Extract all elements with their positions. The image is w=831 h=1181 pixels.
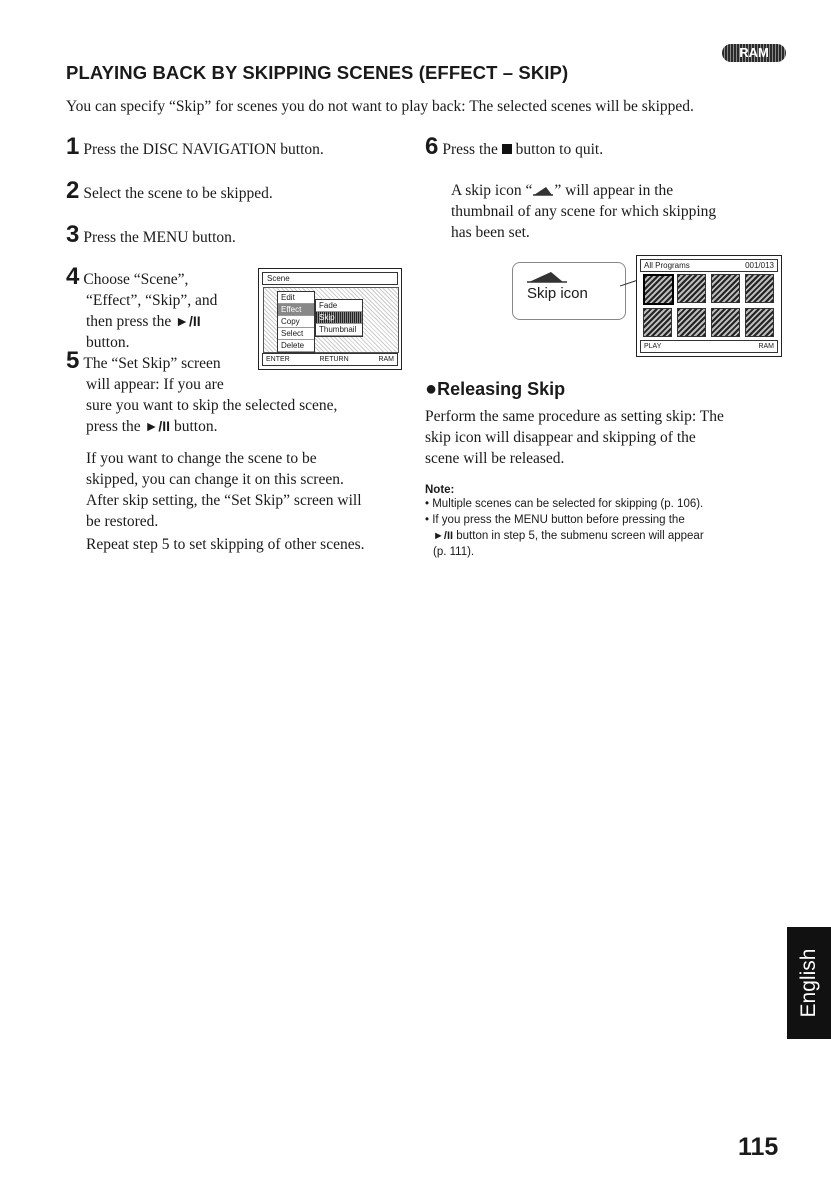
para-line: be restored. <box>86 513 159 530</box>
ram-indicator: RAM <box>378 356 394 363</box>
para-line: After skip setting, the “Set Skip” screen will <box>86 492 362 509</box>
note-item: (p. 111). <box>433 546 475 558</box>
step-number: 2 <box>66 177 80 204</box>
step-text: Select the scene to be skipped. <box>83 185 273 202</box>
step-number: 5 <box>66 347 80 374</box>
menu-item-delete[interactable]: Delete <box>278 340 314 352</box>
para-text: A skip icon “ <box>451 182 533 199</box>
menu-screen-title: Scene <box>262 272 398 285</box>
step-text-line: button. <box>86 334 130 351</box>
return-hint: RETURN <box>319 356 349 363</box>
thumb-screen-footer <box>640 340 778 353</box>
menu-item-copy[interactable]: Copy <box>278 316 314 328</box>
step-3 <box>66 221 236 248</box>
note-item: • Multiple scenes can be selected for skipping (p. 106). <box>425 498 704 510</box>
step-number: 3 <box>66 221 80 248</box>
step-text: Press the DISC NAVIGATION button. <box>83 141 324 158</box>
step-text-line: “Effect”, “Skip”, and <box>86 292 218 309</box>
menu-screen-footer <box>262 353 398 366</box>
releasing-skip-text <box>425 406 795 469</box>
thumbnail[interactable] <box>677 274 706 303</box>
step-text-line: press the <box>86 418 141 435</box>
scene-menu-screen <box>258 268 402 370</box>
para-line: Repeat step 5 to set skipping of other scenes. <box>86 536 365 553</box>
skip-icon <box>527 271 567 283</box>
heading-text: Releasing Skip <box>437 379 566 399</box>
play-pause-symbol: ►/II <box>175 313 201 329</box>
play-pause-symbol: ►/II <box>433 530 454 542</box>
page-number: 115 <box>738 1133 779 1161</box>
step-number: 6 <box>425 133 439 160</box>
step-text-line: button. <box>173 418 218 435</box>
note-item: • If you press the MENU button before pressing the <box>425 514 685 526</box>
step-2 <box>66 177 273 204</box>
step-text: Press the MENU button. <box>83 229 236 246</box>
releasing-skip-heading <box>425 378 565 401</box>
language-tab <box>787 927 831 1039</box>
submenu-item-fade[interactable]: Fade <box>316 300 362 312</box>
program-title: All Programs <box>644 261 690 270</box>
menu-item-edit[interactable]: Edit <box>278 292 314 304</box>
thumbnail[interactable] <box>643 308 672 337</box>
skip-icon <box>532 186 554 196</box>
step-5-explanation <box>86 448 416 532</box>
step-text-line: The “Set Skip” screen <box>83 355 221 372</box>
thumb-screen-title-bar <box>640 259 778 272</box>
step-1 <box>66 133 324 160</box>
step-text-line: Choose “Scene”, <box>83 271 189 288</box>
note-item: button in step 5, the submenu screen will appear <box>453 530 704 542</box>
stop-symbol-icon <box>502 144 512 154</box>
submenu-item-skip[interactable]: Skip <box>316 312 362 324</box>
step-6 <box>425 133 604 160</box>
thumbnail-screen <box>636 255 782 357</box>
scene-counter: 001/013 <box>745 261 774 270</box>
menu-item-select[interactable]: Select <box>278 328 314 340</box>
language-label: English <box>797 948 820 1018</box>
step-4 <box>66 263 256 353</box>
thumbnail[interactable] <box>745 308 774 337</box>
bullet-dot: ● <box>425 378 438 400</box>
ram-media-badge: RAM <box>722 44 786 62</box>
callout-label: Skip icon <box>527 285 588 302</box>
step-text: button to quit. <box>515 141 604 158</box>
step-text-line: sure you want to skip the selected scene, <box>86 397 338 414</box>
step-text: Press the <box>442 141 498 158</box>
para-line: If you want to change the scene to be <box>86 450 317 467</box>
step-text-line: will appear: If you are <box>86 376 224 393</box>
para-line: skipped, you can change it on this screen. <box>86 471 344 488</box>
para-line: scene will be released. <box>425 450 565 467</box>
effect-submenu <box>315 299 363 337</box>
submenu-item-thumbnail[interactable]: Thumbnail <box>316 324 362 336</box>
para-line: thumbnail of any scene for which skipping <box>451 203 717 220</box>
para-text: ” will appear in the <box>554 182 674 199</box>
note-block <box>425 484 795 560</box>
step-5-repeat-note <box>86 534 416 555</box>
thumbnail[interactable] <box>745 274 774 303</box>
note-label: Note: <box>425 484 455 496</box>
play-pause-symbol: ►/II <box>144 418 171 434</box>
menu-item-effect[interactable]: Effect <box>278 304 314 316</box>
thumbnail-selected[interactable] <box>643 274 674 305</box>
thumbnail[interactable] <box>711 274 740 303</box>
thumbnail[interactable] <box>711 308 740 337</box>
ram-indicator: RAM <box>758 343 774 350</box>
step-text-line: then press the <box>86 313 172 330</box>
thumbnail[interactable] <box>677 308 706 337</box>
scene-menu <box>277 291 315 353</box>
para-line: skip icon will disappear and skipping of the <box>425 429 696 446</box>
step-number: 1 <box>66 133 80 160</box>
skip-icon-callout <box>512 262 626 320</box>
enter-hint: ENTER <box>266 356 290 363</box>
step-6-explanation <box>451 180 791 243</box>
intro-text: You can specify “Skip” for scenes you do not want to play back: The selected scenes will be skipped. <box>66 98 694 115</box>
play-hint: PLAY <box>644 343 662 350</box>
page-title: PLAYING BACK BY SKIPPING SCENES (EFFECT – SKIP) <box>66 62 569 83</box>
para-line: Perform the same procedure as setting skip: The <box>425 408 724 425</box>
step-number: 4 <box>66 263 80 290</box>
para-line: has been set. <box>451 224 530 241</box>
